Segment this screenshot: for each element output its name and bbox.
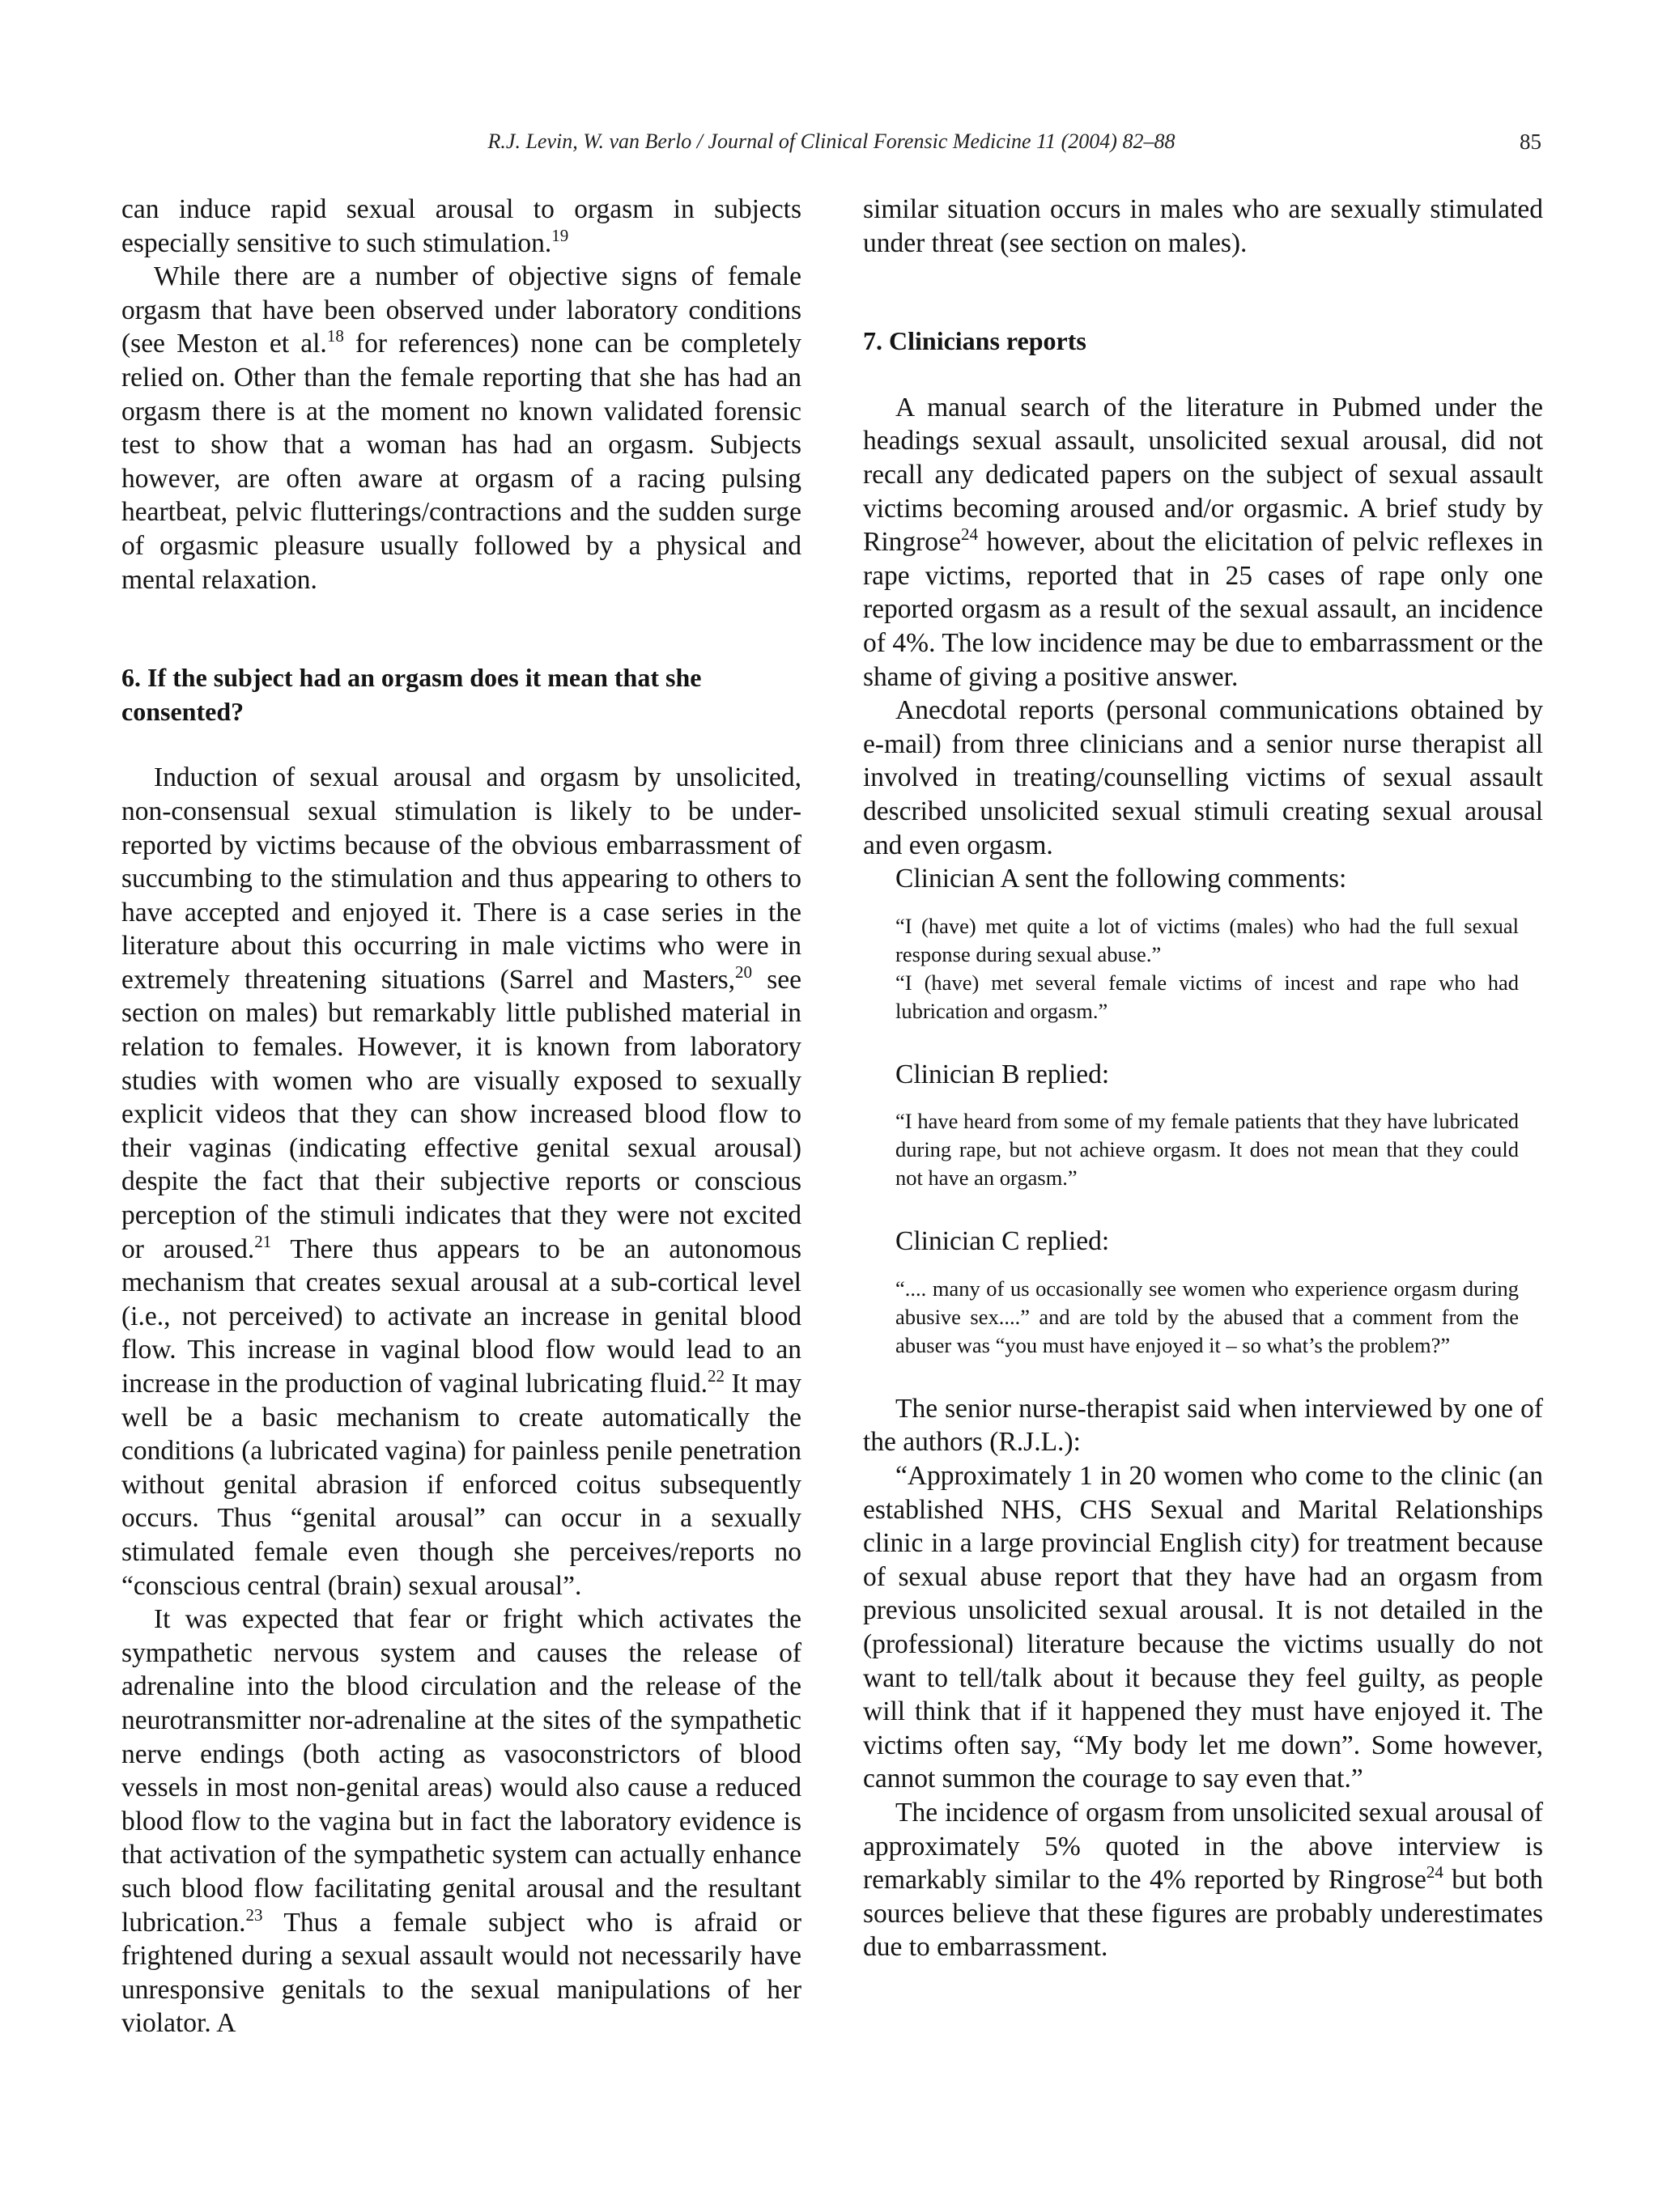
right-column — [863, 193, 1543, 1964]
quote-clinician-a: “I (have) met quite a lot of victims (males) who had the full sexual response during sexual abuse.” “I (have) met several female victims of incest and rape who had lubrication and orgasm.” — [895, 913, 1519, 1023]
paragraph: It was expected that fear or fright which activates the sympathetic nervous system and causes the release of adrenaline into the blood circulation and the release of the neurotransmitter nor-adrenaline at the sites of the sympathetic nerve endings (both acting as vasoconstrictors of blood vessels in most non-genital areas) would also cause a reduced blood flow to the vagina but in fact the laboratory evidence is that activation of the sympathetic system can actually enhance such blood flow facilitating genital arousal and the resultant lubrication.$^{23}$ Thus a female subject who is afraid or frightened during a sexual assault would not necessarily have unresponsive genitals to the sexual manipulations of her violator. A — [121, 1604, 801, 2039]
reference-superscript: 22 — [708, 1366, 725, 1386]
reference-superscript: 24 — [960, 524, 978, 545]
paragraph: Anecdotal reports (personal communications obtained by e-mail) from three clinicians and a senior nurse therapist all involved in treating/counselling victims of sexual assault described unsolicited sexual stimuli creating sexual arousal and even orgasm. — [863, 695, 1543, 860]
clinician-c-intro: Clinician C replied: — [895, 1226, 1110, 1257]
reference-superscript: 18 — [326, 326, 344, 346]
clinician-a-intro: Clinician A sent the following comments: — [895, 864, 1347, 894]
paragraph: A manual search of the literature in Pubmed under the headings sexual assault, unsolicited sexual arousal, did not recall any dedicated papers on the subject of sexual assault victims becoming aroused and/or orgasmic. A brief study by Ringrose$^{24}$ however, about the elicitation of pelvic reflexes in rape victims, reported that in 25 cases of rape only one reported orgasm as a result of the sexual assault, an incidence of 4%. The low incidence may be due to embarrassment or the shame of giving a positive answer. — [863, 392, 1543, 692]
reference-superscript: 20 — [735, 962, 753, 982]
page-number: 85 — [1520, 129, 1541, 154]
paragraph: The incidence of orgasm from unsolicited sexual arousal of approximately 5% quoted in the above interview is remarkably similar to the 4% reported by Ringrose$^{24}$ but both sources believe that these figures are probably underestimates due to embarrassment. — [863, 1798, 1543, 1963]
reference-superscript: 24 — [1426, 1862, 1443, 1883]
paragraph: similar situation occurs in males who are sexually stimulated under threat (see section on males). — [863, 194, 1543, 258]
quote-clinician-c: “.... many of us occasionally see women who experience orgasm during abusive sex....” and are told by the abused that a comment from the abuser was “you must have enjoyed it – so what’s the problem?” — [895, 1276, 1519, 1357]
paragraph: While there are a number of objective signs of female orgasm that have been observed under laboratory conditions (see Meston et al.$^{18}$ for references) none can be completely relied on. Other than the female reporting that she has had an orgasm there is at the moment no known validated forensic test to show that a woman has had an orgasm. Subjects however, are often aware at orgasm of a racing pulsing heartbeat, pelvic flutterings/contractions and the sudden surge of orgasmic pleasure usually followed by a physical and mental relaxation. — [121, 261, 801, 595]
paragraph: Induction of sexual arousal and orgasm by unsolicited, non-consensual sexual stimulation is likely to be under-reported by victims because of the obvious embarrassment of succumbing to the stimulation and thus appearing to others to have accepted and enjoyed it. There is a case series in the literature about this occurring in male victims who were in extremely threatening situations (Sarrel and Masters,$^{20}$ see section on males) but remarkably little published material in relation to females. However, it is known from laboratory studies with women who are visually exposed to sexually explicit videos that they can show increased blood flow to their vaginas (indicating effective genital sexual arousal) despite the fact that their subjective reports or conscious perception of the stimuli indicates that they were not excited or aroused.$^{21}$ There thus appears to be an autonomous mechanism that creates sexual arousal at a sub-cortical level (i.e., not perceived) to activate an increase in genital blood flow. This increase in vaginal blood flow would lead to an increase in the production of vaginal lubricating fluid.$^{22}$ It may well be a basic mechanism to create automatically the conditions (a lubricated vagina) for painless penile penetration without genital abrasion if enforced coitus subsequently occurs. Thus “genital arousal” can occur in a sexually stimulated female even though she perceives/reports no “conscious central (brain) sexual arousal”. — [121, 762, 801, 1601]
journal-citation: R.J. Levin, W. van Berlo / Journal of Clinical Forensic Medicine 11 (2004) 82–88 — [487, 129, 1175, 153]
quote-clinician-b: “I have heard from some of my female patients that they have lubricated during rape, but not achieve orgasm. It does not mean that they could not have an orgasm.” — [895, 1109, 1519, 1191]
reference-superscript: 21 — [254, 1231, 272, 1251]
section-heading-7: 7. Clinicians reports — [863, 326, 1086, 356]
left-column — [121, 193, 801, 2040]
section-heading-6: 6. If the subject had an orgasm does it mean that she consented? — [121, 663, 702, 726]
running-header — [121, 129, 1541, 162]
nurse-therapist-quote: “Approximately 1 in 20 women who come to the clinic (an established NHS, CHS Sexual and Marital Relationships clinic in a large provincial English city) for treatment because of sexual abuse report that they have had an orgasm from previous unsolicited sexual arousal. It is not detailed in the (professional) literature because the victims usually do not want to tell/talk about it because they feel guilty, as people will think that if it happened they must have enjoyed it. The victims often say, “My body let me down”. Some however, cannot summon the courage to say even that.” — [863, 1461, 1543, 1794]
clinician-b-intro: Clinician B replied: — [895, 1059, 1110, 1089]
paragraph: can induce rapid sexual arousal to orgasm in subjects especially sensitive to such stimulation.$^{19}$ — [121, 194, 801, 258]
reference-superscript: 23 — [245, 1904, 263, 1925]
reference-superscript: 19 — [551, 225, 569, 245]
paragraph: The senior nurse-therapist said when interviewed by one of the authors (R.J.L.): — [863, 1393, 1543, 1458]
